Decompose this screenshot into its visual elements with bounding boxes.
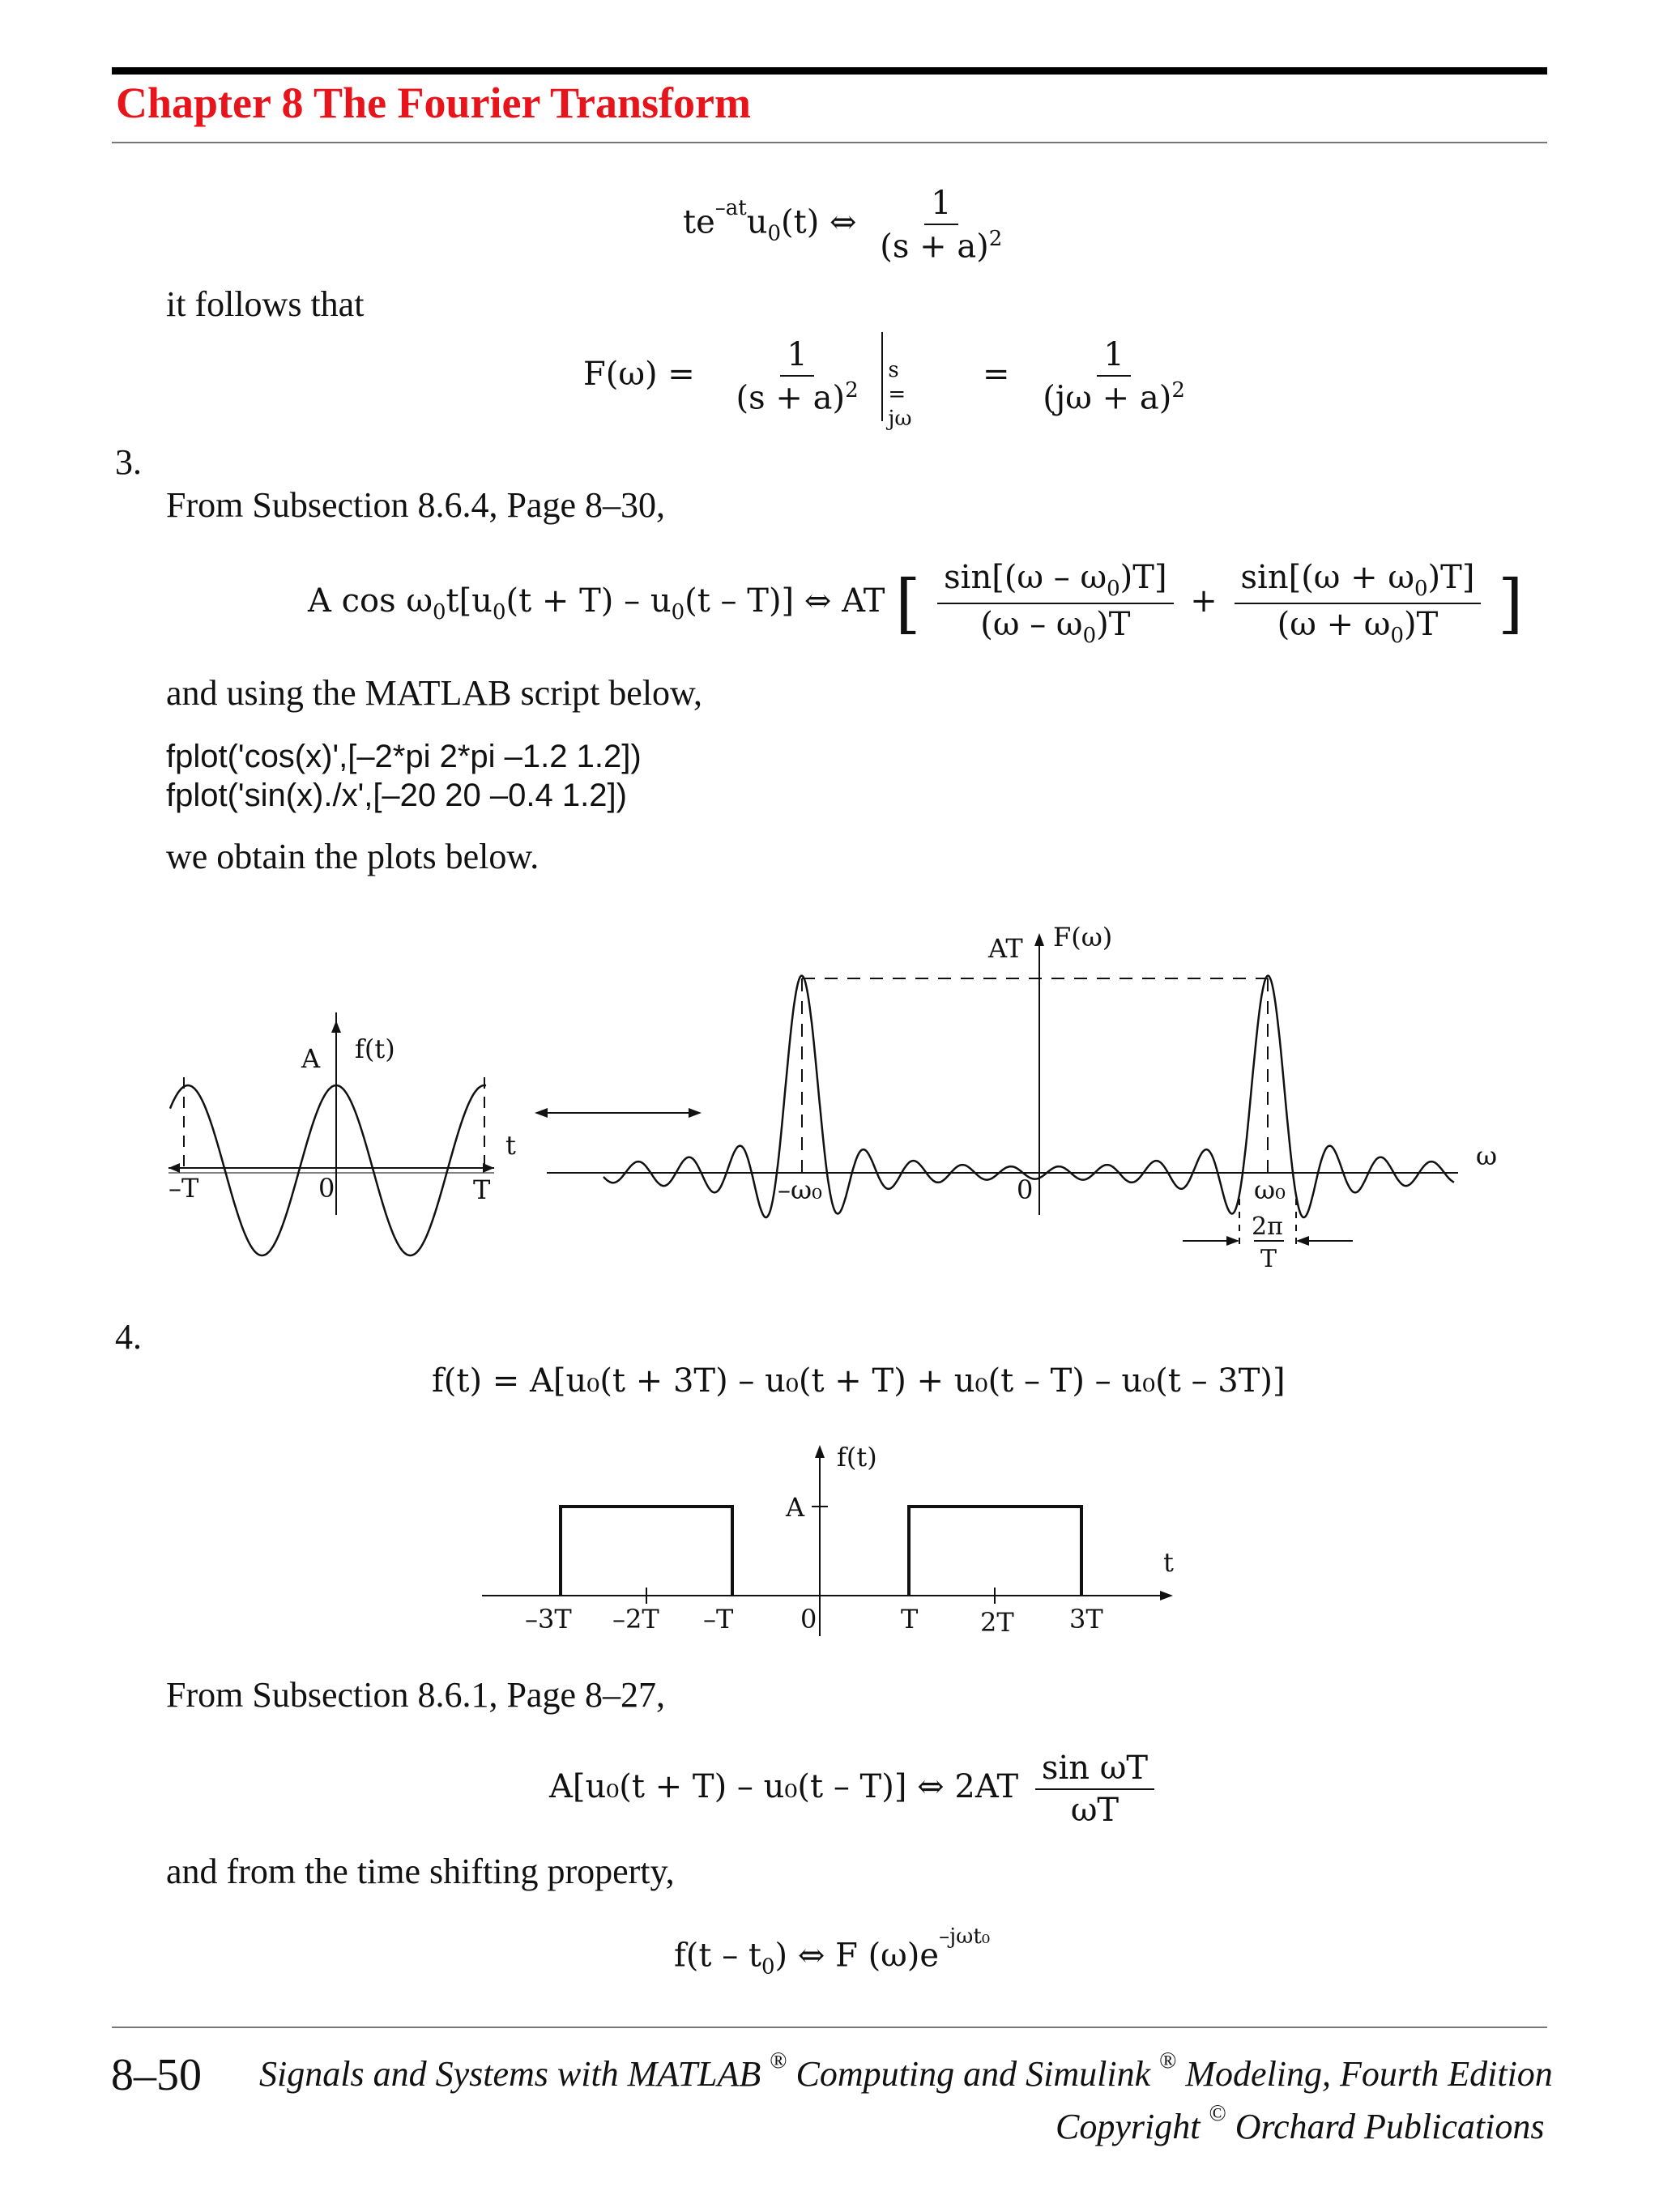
eq-fraction (937, 559, 1173, 648)
eq-den (974, 604, 1137, 648)
eq-text: t[u (446, 582, 493, 620)
left-label-t: t (505, 1130, 516, 1161)
eq-den-text: (jω + a) (1043, 379, 1172, 417)
pulse-label-t: t (1163, 1547, 1174, 1578)
text-from-subsection-864: From Subsection 8.6.4, Page 8–30, (166, 485, 665, 525)
correspondence-arrow-right (689, 1108, 702, 1118)
left-plot (168, 1012, 516, 1255)
pulse-axis-arrow (1160, 1591, 1173, 1600)
left-axis-arrow-left (168, 1163, 180, 1173)
eq-t: sin[(ω + ω (1240, 559, 1414, 596)
footer-copyright-word: Copyright (1056, 2107, 1201, 2146)
eq-plus: + (1190, 582, 1218, 620)
pulse-label-ft: f(t) (837, 1442, 877, 1473)
registered-mark: ® (770, 2048, 787, 2074)
eq-num: 1 (924, 185, 957, 225)
footer-divider (112, 2027, 1547, 2028)
correspondence-arrow (535, 1108, 702, 1118)
eq-bracket-right: ] (1498, 565, 1524, 641)
eq-text: F(ω) = (583, 356, 695, 393)
eq-den (1036, 377, 1192, 416)
eq-text: (t + T) – u (505, 582, 672, 620)
eq-num (937, 559, 1173, 604)
text-using-matlab: and using the MATLAB script below, (166, 673, 702, 713)
width-label-T: T (1260, 1245, 1277, 1273)
eq-sub: 0 (1414, 577, 1428, 601)
eq-text: u (746, 203, 768, 241)
text-we-obtain: we obtain the plots below. (166, 837, 539, 876)
footer-title-part: Modeling, Fourth Edition (1185, 2054, 1553, 2094)
left-label-A: A (301, 1043, 321, 1074)
item-number-4: 4. (115, 1317, 142, 1357)
right-label-Fw: F(ω) (1053, 922, 1113, 953)
eq-num: sin ωT (1035, 1750, 1154, 1790)
eq-fraction (1035, 1750, 1154, 1829)
eq-t: )T] (1427, 559, 1475, 596)
equation-time-shift (674, 1924, 991, 1980)
pulse-label-A: A (786, 1492, 805, 1523)
pulse-tick-label: –T (703, 1604, 734, 1634)
eq-sub: 0 (1082, 624, 1097, 648)
eq-fraction (1036, 336, 1192, 416)
right-tick-0: 0 (1017, 1174, 1034, 1205)
pulse-tick-label: 0 (800, 1604, 817, 1634)
correspondence-arrow-left (535, 1108, 548, 1118)
eq-sup: 2 (845, 378, 859, 403)
pulse-amp-arrow (815, 1445, 825, 1458)
figure-two-pulses (0, 1434, 1659, 1652)
left-tick-0: 0 (318, 1173, 335, 1204)
eq-t: )T] (1120, 559, 1167, 596)
equation-f-of-t: f(t) = A[u₀(t + 3T) – u₀(t + T) + u₀(t – T) – u₀(t – 3T)] (432, 1362, 1286, 1400)
eq-exp: –jωt₀ (939, 1924, 991, 1949)
width-arrow-left-head (1226, 1236, 1239, 1246)
eq-num (1235, 559, 1482, 604)
eq-eval-bar (881, 332, 912, 431)
eq-fraction (730, 336, 865, 416)
header-rule (112, 67, 1547, 75)
freq-amp-arrow (1034, 933, 1044, 946)
eq-sup: 2 (988, 227, 1003, 251)
footer-title-part: Signals and Systems with MATLAB (259, 2054, 761, 2094)
right-tick-w0: ω₀ (1254, 1174, 1286, 1205)
text-it-follows: it follows that (166, 284, 365, 324)
eq-den: ωT (1070, 1792, 1120, 1829)
cos-curve (170, 1085, 486, 1255)
left-tick-negT: –T (168, 1173, 199, 1204)
footer-title-part: Computing and Simulink (795, 2054, 1151, 2094)
eq-sup: 2 (1171, 378, 1185, 403)
eq-den (1271, 604, 1445, 648)
pulse-right (909, 1507, 1081, 1596)
right-label-AT: AT (988, 933, 1023, 964)
footer-book-title (259, 2048, 1553, 2095)
eq-text: = (983, 356, 1010, 393)
eq-den-text: (s + a) (880, 228, 989, 266)
eq-bracket-left: [ (895, 565, 921, 641)
eq-t: (ω + ω (1277, 606, 1391, 643)
eq-den (873, 225, 1009, 265)
chapter-title: Chapter 8 The Fourier Transform (116, 79, 751, 127)
eq-num: 1 (780, 336, 813, 377)
width-arrow-right-head (1296, 1236, 1309, 1246)
code-line-1: fplot('cos(x)',[–2*pi 2*pi –1.2 1.2]) (166, 739, 642, 774)
right-plot (547, 922, 1497, 1273)
equation-pulse-pair (549, 1750, 1161, 1829)
eq-t: )T (1403, 606, 1439, 643)
eq-sub: 0 (492, 600, 506, 624)
text-time-shifting: and from the time shifting property, (166, 1852, 675, 1891)
left-label-ft: f(t) (355, 1034, 395, 1064)
eq-den (730, 377, 865, 416)
eq-text: (t) ⇔ (781, 203, 857, 241)
right-tick-neg-w0: –ω₀ (778, 1174, 822, 1205)
pulse-tick-label: T (901, 1604, 919, 1634)
pulse-tick-label: –3T (525, 1604, 572, 1634)
eq-sub: 0 (671, 600, 685, 624)
right-label-omega: ω (1476, 1140, 1498, 1171)
eq-eval-label: s = jω (888, 358, 912, 431)
eq-t: (ω – ω (980, 606, 1083, 643)
eq-sub: 0 (1390, 624, 1404, 648)
eq-sub: 0 (1107, 577, 1120, 601)
text-from-subsection-861: From Subsection 8.6.1, Page 8–27, (166, 1675, 665, 1715)
eq-text: f(t – t (674, 1937, 761, 1975)
page-number: 8–50 (111, 2050, 202, 2100)
left-amp-arrow (331, 1021, 341, 1033)
figure-cos-and-spectrum (0, 907, 1659, 1288)
registered-mark: ® (1159, 2048, 1177, 2074)
item-number-3: 3. (115, 442, 142, 482)
copyright-mark: © (1209, 2101, 1226, 2127)
footer-publisher: Orchard Publications (1235, 2107, 1545, 2146)
code-line-2: fplot('sin(x)./x',[–20 20 –0.4 1.2]) (166, 778, 627, 813)
eq-fraction (1235, 559, 1482, 648)
eq-text: te (683, 203, 715, 241)
header-divider (112, 142, 1547, 143)
equation-F-omega (583, 332, 1198, 431)
pulse-tick-label: 2T (980, 1607, 1014, 1638)
eq-exp: –at (714, 196, 747, 221)
footer-copyright (1056, 2101, 1545, 2147)
equation-cos-pulse (308, 559, 1523, 648)
eq-text: A cos ω (308, 582, 433, 620)
eq-sub: 0 (432, 600, 446, 624)
eq-t: sin[(ω – ω (944, 559, 1107, 596)
pulse-tick-label: 3T (1069, 1604, 1103, 1634)
eq-sub: 0 (767, 221, 782, 246)
eq-sub: 0 (761, 1954, 775, 1980)
eq-text: (t – T)] ⇔ AT (684, 582, 885, 620)
pulse-tick-label: –2T (612, 1604, 659, 1634)
eq-text: ) ⇔ F (ω)e (774, 1937, 940, 1975)
eq-num: 1 (1097, 336, 1130, 377)
eq-t: )T (1096, 606, 1131, 643)
eq-fraction (873, 185, 1009, 265)
left-tick-T: T (473, 1174, 491, 1205)
width-label-2pi: 2π (1252, 1213, 1283, 1241)
pulse-left (561, 1507, 732, 1596)
equation-transform-pair (683, 185, 1015, 265)
eq-text: A[u₀(t + T) – u₀(t – T)] ⇔ 2AT (549, 1768, 1019, 1805)
eq-den-text: (s + a) (736, 379, 846, 417)
